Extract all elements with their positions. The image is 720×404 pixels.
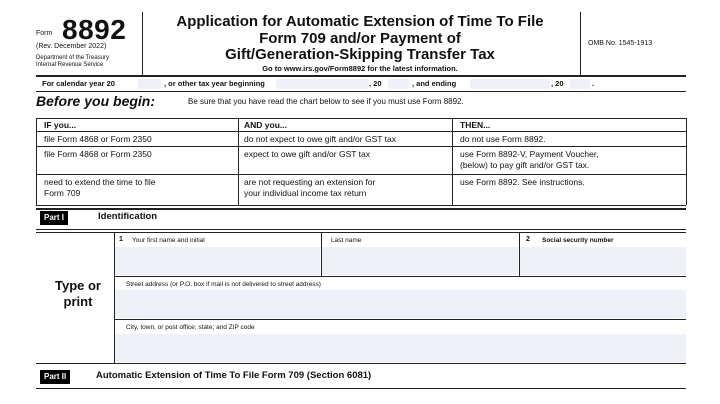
calendar-year-field[interactable]: [138, 79, 162, 89]
chart-row-3-then: use Form 8892. See instructions.: [460, 177, 585, 187]
tax-year-beginning-field[interactable]: [276, 79, 368, 89]
department-line-2: Internal Revenue Service: [36, 62, 104, 68]
city-state-zip-field[interactable]: [115, 334, 686, 362]
form-title-line-2: Form 709 and/or Payment of: [259, 30, 461, 47]
street-address-label: Street address (or P.O. box if mail is not delivered to street address): [126, 281, 321, 288]
goto-website-line: Go to www.irs.gov/Form8892 for the latest information.: [262, 64, 458, 73]
chart-row-1-if: file Form 4868 or Form 2350: [44, 134, 152, 144]
last-name-label: Last name: [331, 237, 362, 244]
form-title-line-1: Application for Automatic Extension of Time To File: [176, 13, 544, 30]
calendar-year-label: For calendar year 20: [42, 79, 115, 88]
part1-title: Identification: [98, 211, 158, 222]
street-address-field[interactable]: [115, 290, 686, 318]
part2-title-rule: [36, 388, 686, 389]
ssn-field[interactable]: [520, 247, 686, 275]
chart-row-2-then-line-2: (below) to pay gift and/or GST tax.: [460, 160, 590, 170]
chart-row-3-and-line-2: your individual income tax return: [244, 188, 367, 198]
calendar-row-period: .: [592, 79, 595, 88]
ending-year-label: , 20: [551, 79, 564, 88]
last-name-field[interactable]: [322, 247, 518, 275]
chart-header-if: IF you...: [44, 120, 77, 130]
tax-year-ending-field[interactable]: [470, 79, 550, 89]
omb-number: OMB No. 1545-1913: [588, 40, 653, 47]
part1-title-rule: [36, 229, 686, 230]
revision-date: (Rev. December 2022): [36, 43, 107, 50]
first-name-label: Your first name and initial: [132, 237, 205, 244]
beginning-year-label: , 20: [369, 79, 382, 88]
part1-top-rule: [36, 208, 686, 210]
header-divider-right: [580, 12, 581, 76]
header-bottom-rule: [36, 75, 686, 77]
form-title-line-3: Gift/Generation-Skipping Transfer Tax: [225, 46, 495, 63]
tax-year-ending-label: , and ending: [412, 79, 457, 88]
calendar-row-rule: [36, 91, 686, 92]
before-you-begin-heading: Before you begin:: [36, 93, 156, 109]
before-you-begin-text: Be sure that you have read the chart below to see if you must use Form 8892.: [188, 97, 464, 106]
part1-badge: Part I: [40, 211, 68, 225]
chart-row-3-and-line-1: are not requesting an extension for: [244, 177, 376, 187]
chart-row-2-then-line-1: use Form 8892-V, Payment Voucher,: [460, 149, 599, 159]
part2-badge: Part II: [40, 370, 70, 384]
type-or-print-label: Type or print: [55, 278, 101, 309]
first-name-field[interactable]: [115, 247, 320, 275]
chart-row-3-if-line-1: need to extend the time to file: [44, 177, 156, 187]
beginning-year-field[interactable]: [388, 79, 410, 89]
form-number: 8892: [62, 14, 127, 45]
form-word: Form: [36, 30, 53, 37]
ending-year-field[interactable]: [570, 79, 590, 89]
tax-year-beginning-label: , or other tax year beginning: [164, 79, 265, 88]
part2-title: Automatic Extension of Time To File Form 709 (Section 6081): [96, 370, 372, 381]
header-divider-left: [142, 12, 143, 76]
chart-header-and: AND you...: [244, 120, 287, 130]
chart-row-3-if-line-2: Form 709: [44, 188, 81, 198]
line-1-number: 1: [119, 236, 123, 243]
chart-row-1-then: do not use Form 8892.: [460, 134, 546, 144]
chart-row-2-and: expect to owe gift and/or GST tax: [244, 149, 370, 159]
line-2-number: 2: [526, 236, 530, 243]
chart-row-2-if: file Form 4868 or Form 2350: [44, 149, 152, 159]
department-line-1: Department of the Treasury: [36, 55, 110, 61]
city-state-zip-label: City, town, or post office; state; and ZIP code: [126, 324, 255, 331]
ssn-label: Social security number: [542, 237, 614, 244]
chart-row-1-and: do not expect to owe gift and/or GST tax: [244, 134, 396, 144]
chart-header-then: THEN...: [460, 120, 491, 130]
